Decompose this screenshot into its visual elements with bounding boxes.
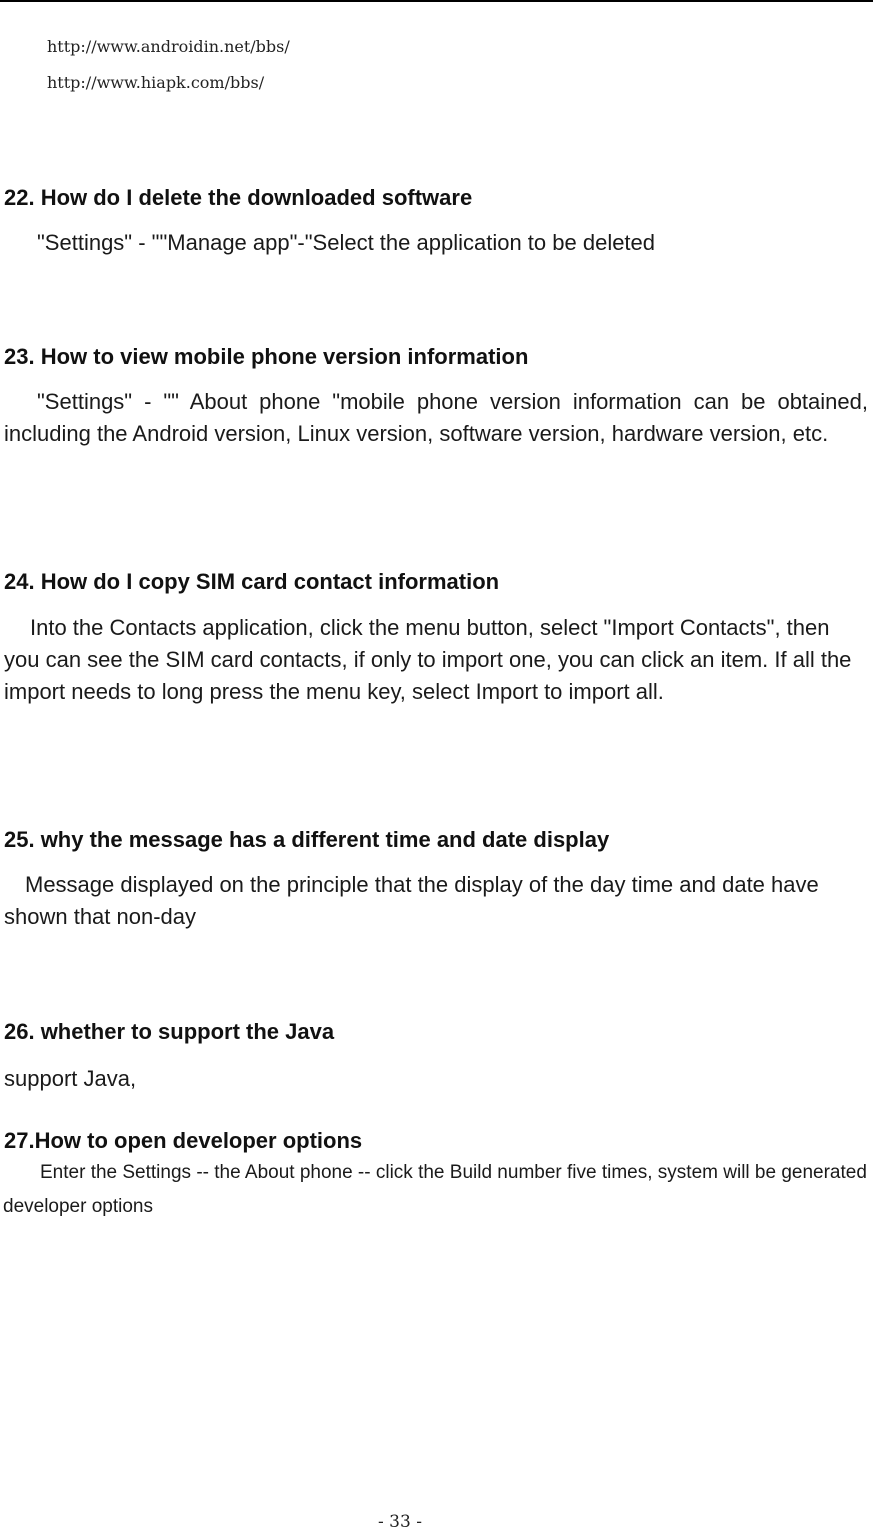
question-25-heading: 25. why the message has a different time and date display — [4, 827, 610, 852]
question-24-answer: Into the Contacts application, click the menu button, select "Import Contacts", then you can see the SIM card contacts, if only to import one, you can click an item. If all the import needs to long press the menu key, select Import to import all. — [4, 615, 852, 704]
hiapk-link[interactable]: http://www.hiapk.com/bbs/ — [47, 73, 265, 92]
question-27-answer: Enter the Settings -- the About phone -- click the Build number five times, system will be generated developer options — [3, 1162, 867, 1217]
question-27-heading: 27.How to open developer options — [4, 1128, 363, 1153]
question-25-answer: Message displayed on the principle that the display of the day time and date have shown that non-day — [4, 872, 819, 929]
question-24-heading: 24. How do I copy SIM card contact information — [4, 569, 500, 594]
question-26-answer: support Java, — [4, 1066, 137, 1091]
question-22-answer: "Settings" - ""Manage app"-"Select the application to be deleted — [37, 230, 656, 255]
question-22-heading: 22. How do I delete the downloaded software — [4, 185, 473, 210]
question-26-heading: 26. whether to support the Java — [4, 1019, 335, 1044]
question-23-heading: 23. How to view mobile phone version information — [4, 344, 529, 369]
page-number: - 33 - — [378, 1512, 422, 1532]
androidin-link[interactable]: http://www.androidin.net/bbs/ — [47, 37, 290, 56]
top-rule — [0, 0, 873, 2]
question-23-answer: "Settings" - "" About phone "mobile phone version information can be obtained, including the Android version, Linux version, software version, hardware version, etc. — [4, 389, 868, 446]
